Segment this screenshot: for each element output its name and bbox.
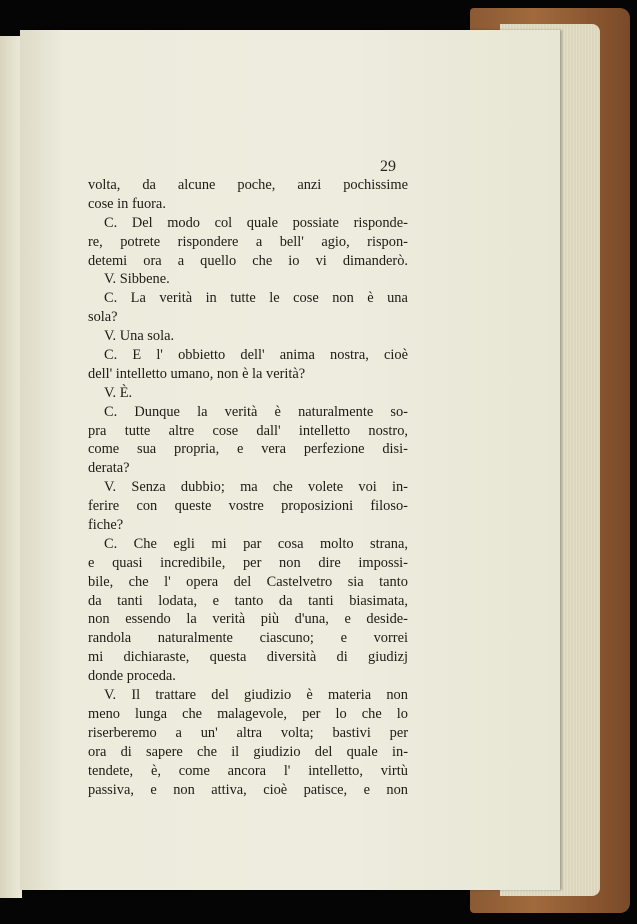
- text-line: volta, da alcune poche, anzi pochissime: [88, 177, 408, 193]
- text-line: re, potrete rispondere a bell' agio, rispon-: [88, 233, 408, 250]
- text-line: come sua propria, e vera perfezione disi-: [88, 441, 408, 458]
- text-line: donde proceda.: [88, 668, 176, 685]
- text-line: C. E l' obbietto dell' anima nostra, cioè: [104, 347, 408, 364]
- text-line: bile, che l' opera del Castelvetro sia tanto: [88, 573, 408, 590]
- page-number: 29: [380, 158, 396, 175]
- text-line: tendete, è, come ancora l' intelletto, virtù: [88, 762, 408, 779]
- body-text: [88, 176, 408, 799]
- text-line: e quasi incredibile, per non dire impossi-: [88, 554, 408, 571]
- text-line: C. La verità in tutte le cose non è una: [104, 290, 408, 307]
- text-line: fiche?: [88, 517, 124, 534]
- text-line: dell' intelletto umano, non è la verità?: [88, 365, 306, 382]
- text-line: derata?: [88, 460, 130, 477]
- text-line: C. Che egli mi par cosa molto strana,: [104, 535, 408, 552]
- left-page-edge: [0, 36, 22, 898]
- text-line: riserberemo a un' altra volta; bastivi per: [88, 724, 408, 741]
- text-line: V. Una sola.: [104, 328, 175, 345]
- text-line: V. Sibbene.: [104, 271, 170, 288]
- text-line: V. Il trattare del giudizio è materia non: [104, 687, 408, 704]
- text-line: ferire con queste vostre proposizioni filoso-: [88, 498, 408, 515]
- text-line: V. Senza dubbio; ma che volete voi in-: [104, 479, 408, 496]
- text-line: sola?: [88, 309, 118, 326]
- text-line: ora di sapere che il giudizio del quale in-: [88, 743, 408, 760]
- text-line: V. È.: [104, 384, 133, 401]
- text-line: non essendo la verità più d'una, e deside-: [88, 611, 408, 628]
- text-line: randola naturalmente ciascuno; e vorrei: [88, 630, 408, 647]
- text-line: passiva, e non attiva, cioè patisce, e non: [88, 781, 408, 798]
- text-line: detemi ora a quello che io vi dimanderò.: [88, 252, 408, 269]
- text-line: da tanti lodata, e tanto da tanti biasimata,: [88, 592, 408, 609]
- text-line: pra tutte altre cose dall' intelletto nostro,: [88, 422, 408, 439]
- text-line: mi dichiaraste, questa diversità di giudizj: [88, 649, 408, 666]
- text-line: C. Dunque la verità è naturalmente so-: [104, 403, 408, 420]
- text-line: C. Del modo col quale possiate risponde-: [104, 214, 408, 231]
- text-line: cose in fuora.: [88, 195, 166, 212]
- text-line: meno lunga che malagevole, per lo che lo: [88, 705, 408, 722]
